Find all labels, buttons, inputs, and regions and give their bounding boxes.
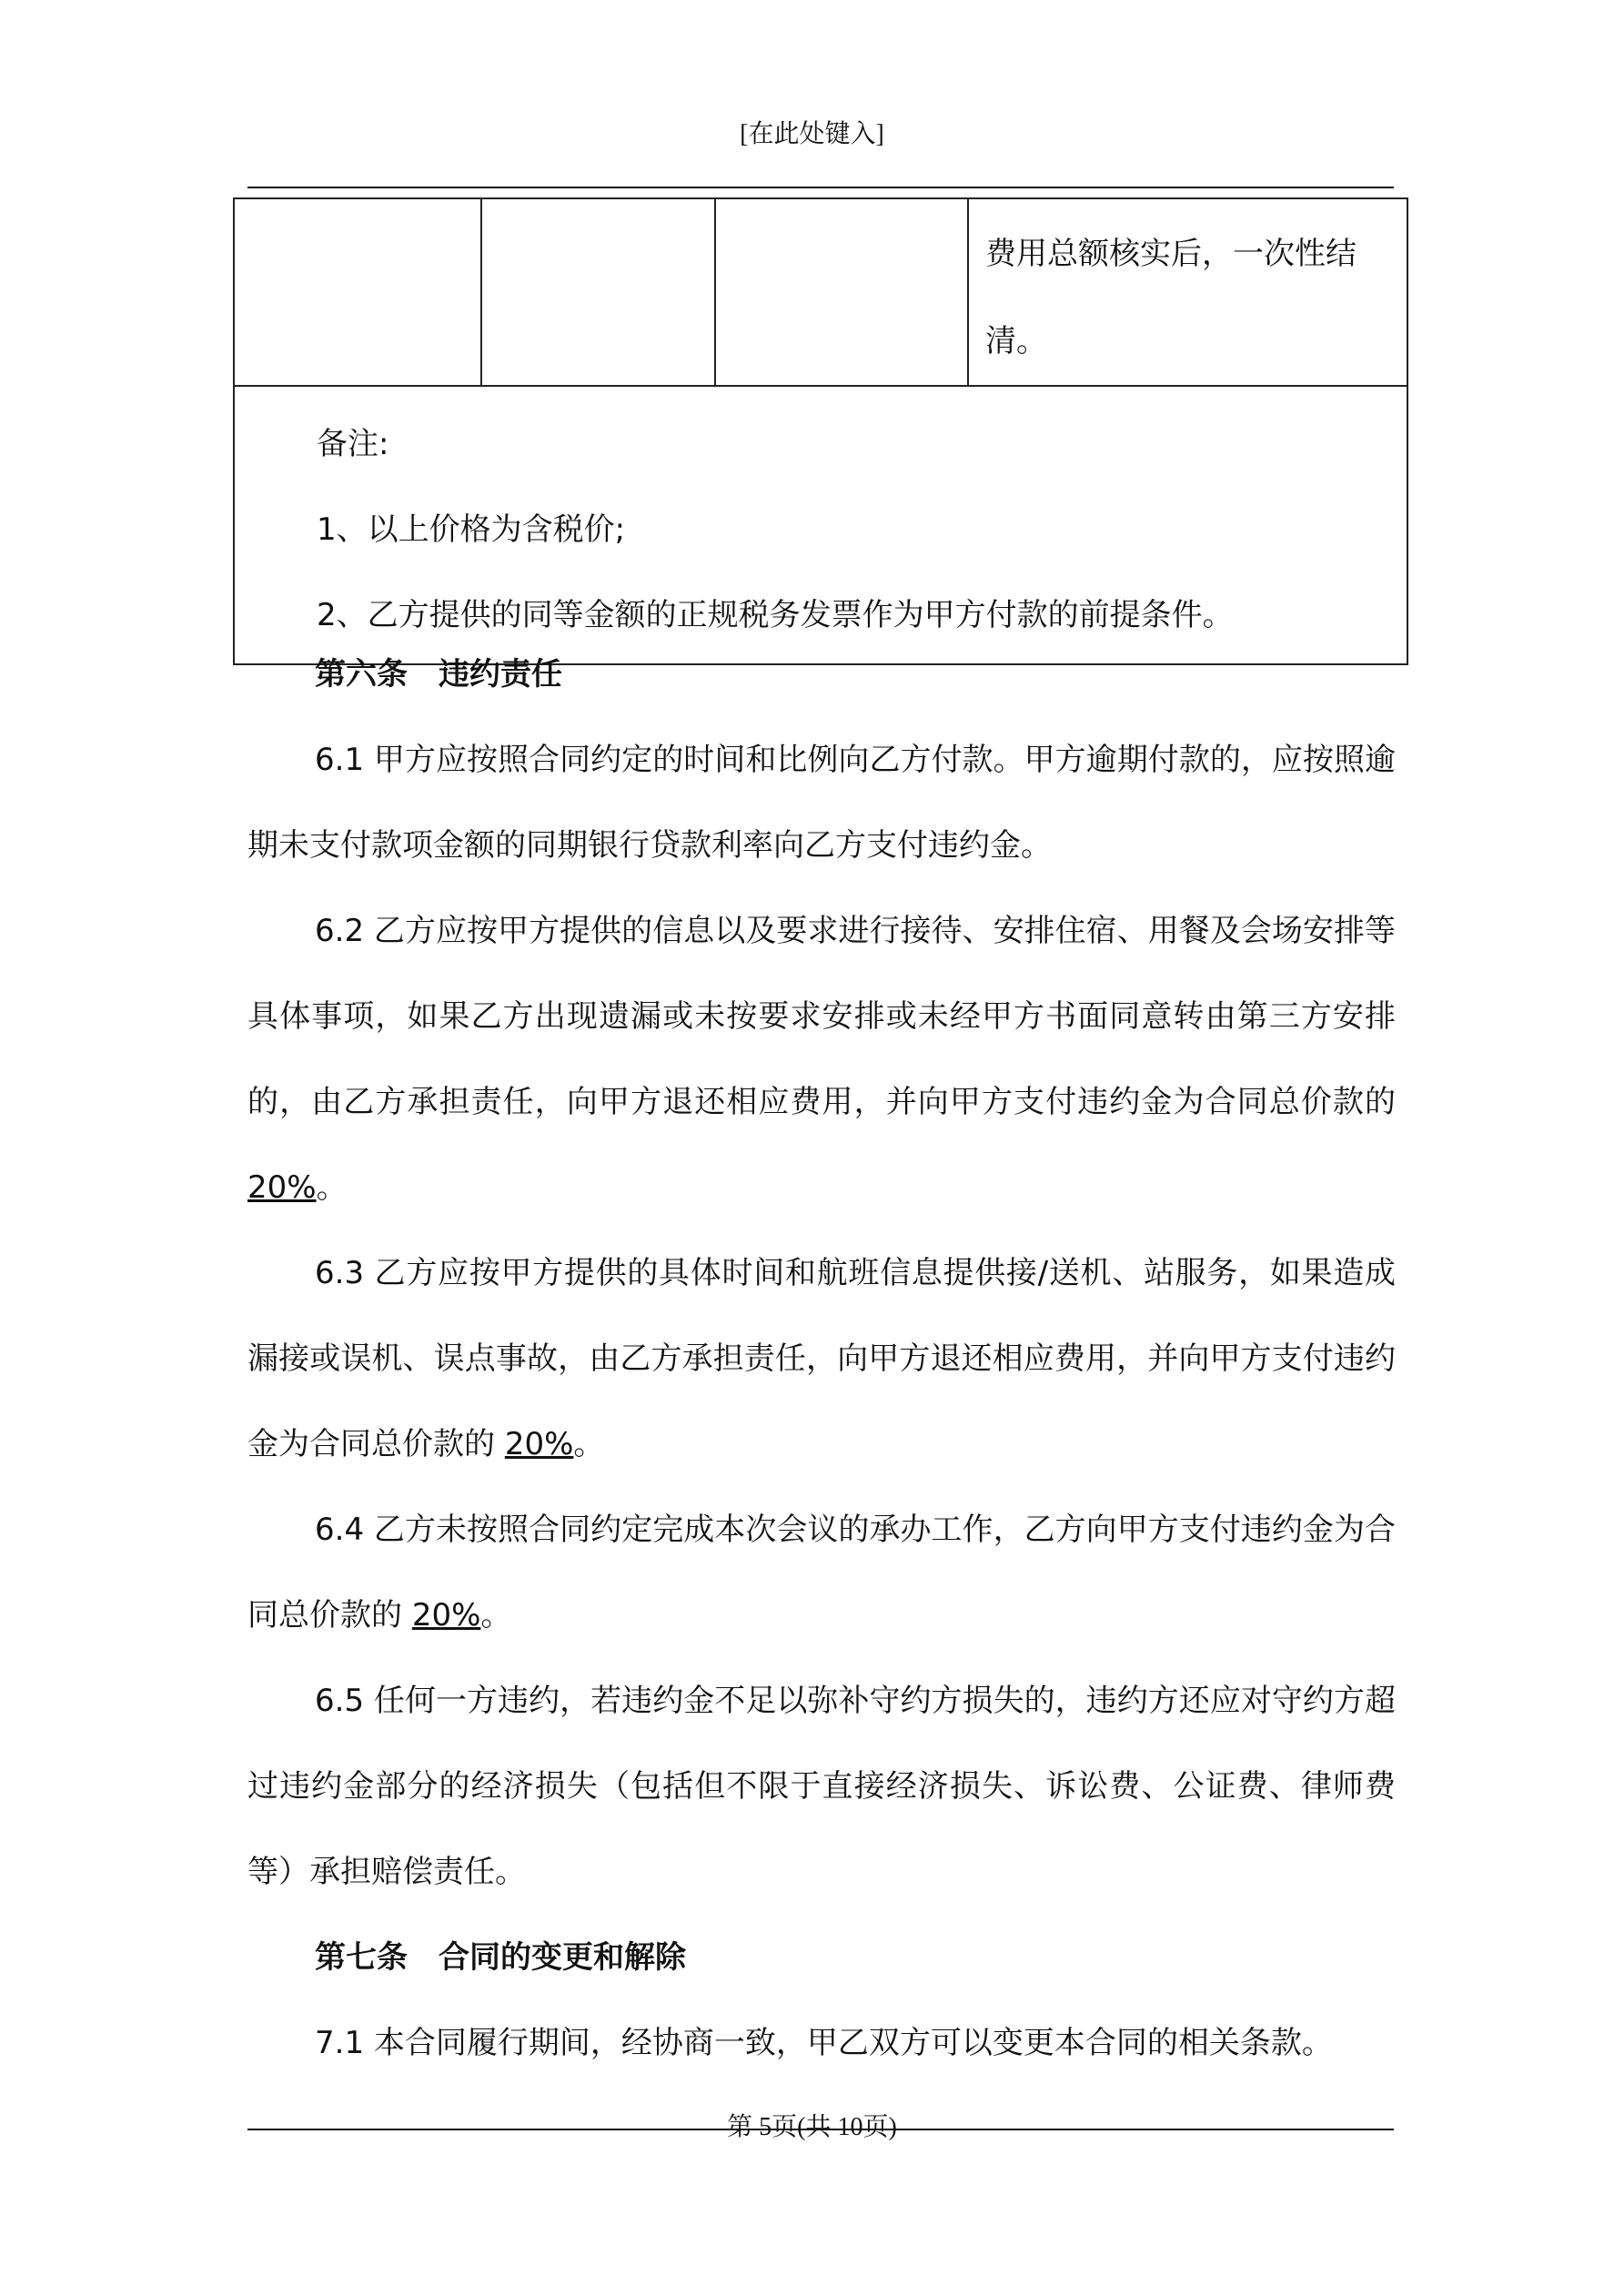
clause-6-3-text: 6.3 乙方应按甲方提供的具体时间和航班信息提供接/送机、站服务，如果造成漏接或误机、误点事故，由乙方承担责任，向甲方退还相应费用，并向甲方支付违约金为合同总价款的 [247,1255,1396,1462]
clause-6-5: 6.5 任何一方违约，若违约金不足以弥补守约方损失的，违约方还应对守约方超过违约金部分的经济损失（包括但不限于直接经济损失、诉讼费、公证费、律师费等）承担赔偿责任。 [247,1683,1396,1890]
clause-6-4-percent: 20% [411,1597,481,1633]
page-number: 第 5页(共 10页) [727,2113,897,2141]
table-cell-empty-2 [481,198,715,386]
note-item: 2、乙方提供的同等金额的正规税务发票作为甲方付款的前提条件。 [317,597,1234,633]
clause-6-3 [247,1230,1396,1487]
clause-6-2-text: 6.2 乙方应按甲方提供的信息以及要求进行接待、安排住宿、用餐及会场安排等具体事项，如果乙方出现遗漏或未按要求安排或未经甲方书面同意转由第三方安排的，由乙方承担责任，向甲方退还相应费用，并向甲方支付违约金为合同总价款的 [247,913,1396,1120]
notes-row [234,386,1407,664]
table-row [234,198,1407,386]
clause-6-4 [247,1487,1396,1658]
article-6-heading: 第六条 违约责任 [315,656,562,693]
contract-body [247,632,1396,2086]
article-7-heading: 第七条 合同的变更和解除 [315,1939,686,1976]
notes-label: 备注: [317,426,389,462]
notes-cell [234,386,1407,664]
page-header-placeholder: [在此处键入] [740,120,884,148]
table-cell-payment-note [968,198,1407,386]
clause-6-2-percent: 20% [247,1169,317,1206]
clause-6-3-percent: 20% [504,1426,574,1462]
clause-6-2 [247,888,1396,1230]
clause-6-1: 6.1 甲方应按照合同约定的时间和比例向乙方付款。甲方逾期付款的，应按照逾期未支付款项金额的同期银行贷款利率向乙方支付违约金。 [247,742,1396,864]
table-cell-empty-3 [715,198,968,386]
header-rule [247,187,1394,188]
payment-note-text: 费用总额核实后，一次性结清。 [985,236,1357,359]
clause-6-3-end: 。 [573,1426,605,1462]
clause-6-2-end: 。 [316,1169,348,1206]
table-cell-empty-1 [234,198,481,386]
fee-table [233,197,1408,665]
clause-6-4-text: 6.4 乙方未按照合同约定完成本次会议的承办工作，乙方向甲方支付违约金为合同总价款的 [247,1512,1396,1633]
note-item: 1、以上价格为含税价; [317,511,626,548]
clause-6-4-end: 。 [480,1597,512,1633]
clause-7-1: 7.1 本合同履行期间，经协商一致，甲乙双方可以变更本合同的相关条款。 [315,2025,1333,2061]
